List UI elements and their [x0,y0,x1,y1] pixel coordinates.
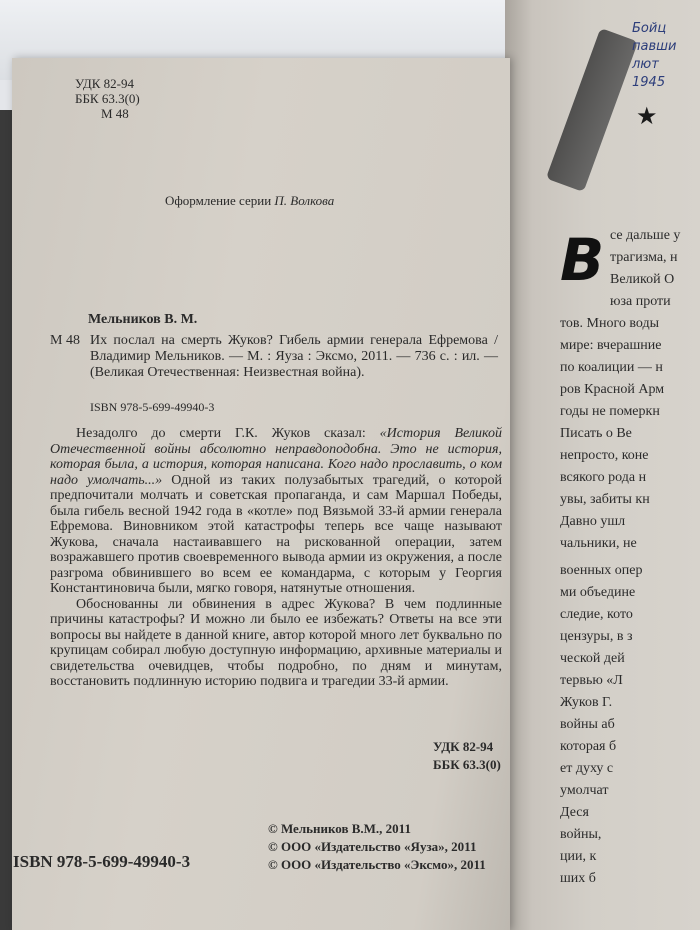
text-line: трагизма, н [610,250,678,265]
text-line: умолчат [560,783,609,798]
annotation [50,426,502,690]
text-line: Писать о Ве [560,426,632,441]
text-line: тервью «Л [560,673,623,688]
text-line: цензуры, в з [560,629,633,644]
text-line: военных опер [560,563,643,578]
text-line: всякого рода н [560,470,647,485]
text-line: мире: вчерашние [560,338,662,353]
text-line: Жуков Г. [560,695,613,710]
text-line: се дальше у [610,228,681,243]
star-icon: ★ [636,104,658,130]
author-heading: Мельников В. М. [88,312,198,327]
right-page-text-top [560,225,695,555]
text-line: чальники, не [560,536,637,551]
text-line: увы, забиты кн [560,492,650,507]
handwritten-note: Бойц павши лют 1945 [632,21,677,90]
text-line: Давно ушл [560,514,626,529]
annotation-paragraph: Обоснованны ли обвинения в адрес Жукова? В чем подлинные причины катастрофы? И можно ли было ее избежать? Ответы на все эти вопросы вы найдете в данной книге, автор которой много лет буквально по крупицам собирал любую доступную информацию, архивные материалы и свидетельства очевидцев, чтобы подробно, по дням и минутам, восстановить подлинную историю подвига и трагедии 33-й армии. [50,596,502,689]
text-line: юза проти [610,294,671,309]
text-line: годы не померкн [560,404,660,419]
book-spine [0,110,12,930]
classification-codes: УДК 82-94 ББК 63.3(0) М 48 [75,76,140,121]
text-line: по коалиции — н [560,360,663,375]
text-line: ции, к [560,849,597,864]
text-line: тов. Много воды [560,316,660,331]
text-line: ческой дей [560,651,625,666]
text-line: ших б [560,871,596,886]
text-line: ми объедине [560,585,636,600]
annotation-paragraph: Незадолго до смерти Г.К. Жуков сказал: «История Великой Отечественной войны абсолютно неправдоподобна. Это не история, которая была, а история, которая написана. Кого надо прославить, о ком надо умолчать...» Одной из таких полузабытых трагедий, о которой предпочитали молчать и советская пропаганда, и сам Маршал Победы, была гибель весной 1942 года в «котле» под Вязьмой 33-й армии генерала Ефремова. Виновником этой катастрофы теперь все чаще называют Жукова, сначала настаивавшего на рискованной операции, затем возражавшего против своевременного вывода армии из окружения, а после разгрома обвинившего во всем ее командарма, с которым у Георгия Константиновича были, мягко говоря, натянутые отношения. [50,426,502,596]
text-line: которая б [560,739,617,754]
copyright-block: © Мельников В.М., 2011 © ООО «Издательство «Яуза», 2011 © ООО «Издательство «Эксмо», 2011 [268,821,486,872]
text-line: ет духу с [560,761,614,776]
text-line: непросто, коне [560,448,649,463]
text-line: войны, [560,827,602,842]
text-line: Великой О [610,272,675,287]
series-design-credit: Оформление серии П. Волкова [165,193,335,208]
catalog-mark: М 48 [50,333,80,348]
bibliographic-entry: Их послал на смерть Жуков? Гибель армии генерала Ефремова / Владимир Мельников. — М. : Яуза : Эксмо, 2011. — 736 с. : ил. — (Великая Отечественная: Неизвестная война). [90,333,498,380]
text-line: войны аб [560,717,615,732]
isbn-small: ISBN 978-5-699-49940-3 [90,400,215,414]
text-line: следие, кото [560,607,633,622]
drop-cap: В [560,226,605,294]
text-line: Деся [560,805,589,820]
isbn-large: ISBN 978-5-699-49940-3 [13,852,191,871]
right-page-text-bottom [560,560,695,890]
text-line: ров Красной Арм [560,382,665,397]
udk-bottom: УДК 82-94 ББК 63.3(0) [433,739,501,772]
